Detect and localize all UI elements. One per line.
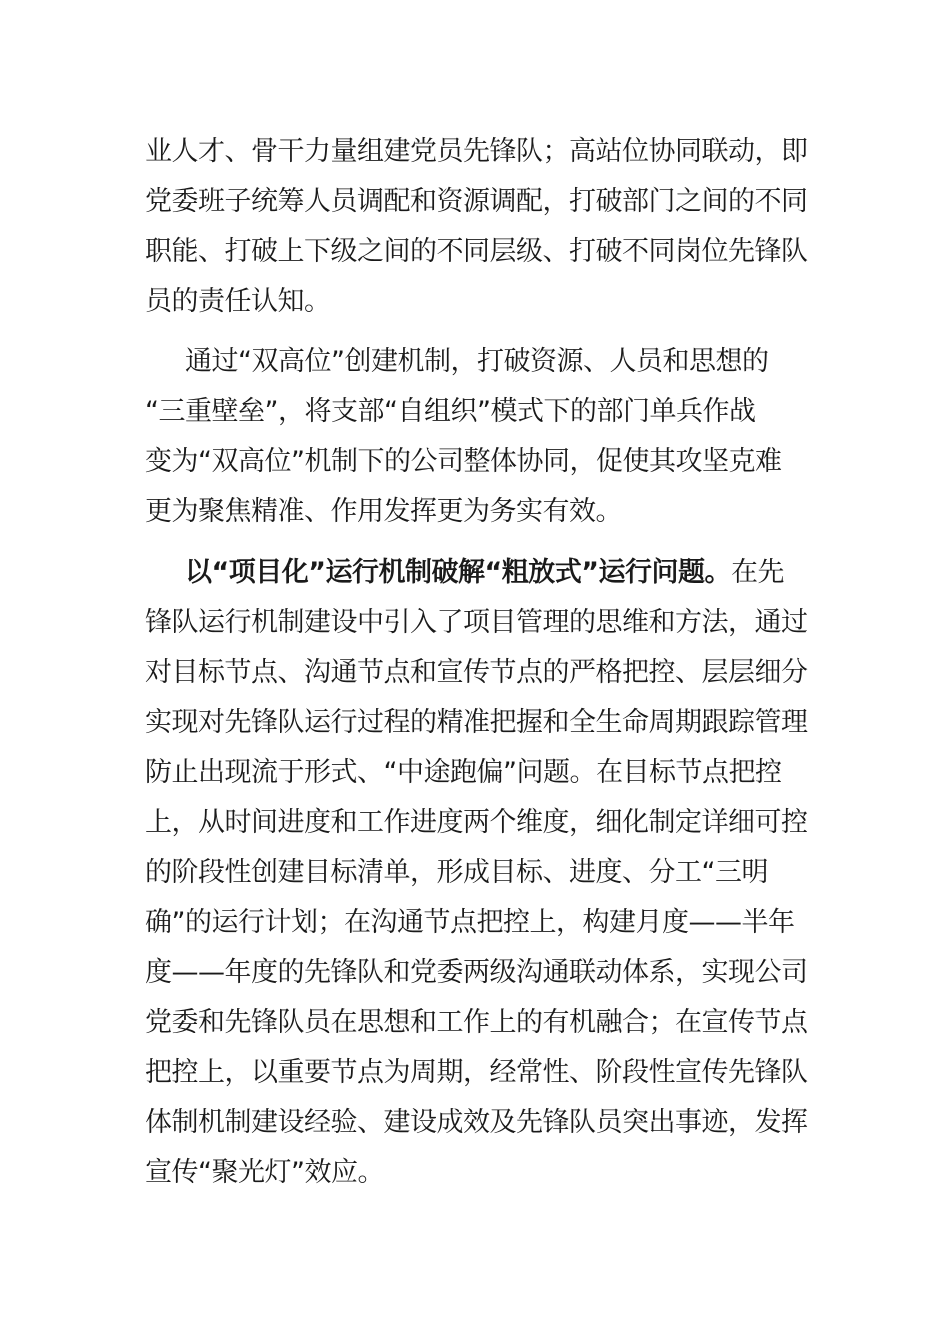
text-line: 确”的运行计划；在沟通节点把控上，构建月度——半年 [145, 907, 795, 938]
text-line: 员的责任认知。 [145, 286, 331, 317]
paragraph-heading: 以“项目化”运行机制破解“粗放式”运行问题。 [185, 557, 731, 588]
text-line: “三重壁垒”，将支部“自组织”模式下的部门单兵作战 [145, 396, 756, 427]
text-line: 党委和先锋队员在思想和工作上的有机融合；在宣传节点 [145, 1007, 808, 1038]
paragraph-continued [145, 127, 815, 327]
text-line: 业人才、骨干力量组建党员先锋队；高站位协同联动，即 [145, 136, 808, 167]
text-line: 把控上，以重要节点为周期，经常性、阶段性宣传先锋队 [145, 1057, 808, 1088]
text-line-with-heading [145, 548, 815, 598]
text-line: 的阶段性创建目标清单，形成目标、进度、分工“三明 [145, 857, 768, 888]
text-line: 锋队运行机制建设中引入了项目管理的思维和方法，通过 [145, 607, 808, 638]
text-line: 党委班子统筹人员调配和资源调配，打破部门之间的不同 [145, 186, 808, 217]
text-line: 实现对先锋队运行过程的精准把握和全生命周期跟踪管理 [145, 707, 808, 738]
text-line: 宣传“聚光灯”效应。 [145, 1157, 384, 1188]
paragraph-dual-high-position [145, 337, 815, 537]
text-line: 更为聚焦精准、作用发挥更为务实有效。 [145, 496, 622, 527]
text-line: 度——年度的先锋队和党委两级沟通联动体系，实现公司 [145, 957, 808, 988]
text-line: 防止出现流于形式、“中途跑偏”问题。在目标节点把控 [145, 757, 782, 788]
text-run: 在先 [730, 557, 784, 588]
text-line: 变为“双高位”机制下的公司整体协同，促使其攻坚克难 [145, 446, 782, 477]
paragraph-project-mechanism [145, 548, 815, 1198]
text-line: 上，从时间进度和工作进度两个维度，细化制定详细可控 [145, 807, 808, 838]
text-line: 体制机制建设经验、建设成效及先锋队员突出事迹，发挥 [145, 1107, 808, 1138]
text-line: 通过“双高位”创建机制，打破资源、人员和思想的 [185, 346, 769, 377]
text-line: 职能、打破上下级之间的不同层级、打破不同岗位先锋队 [145, 236, 808, 267]
text-line: 对目标节点、沟通节点和宣传节点的严格把控、层层细分 [145, 657, 808, 688]
